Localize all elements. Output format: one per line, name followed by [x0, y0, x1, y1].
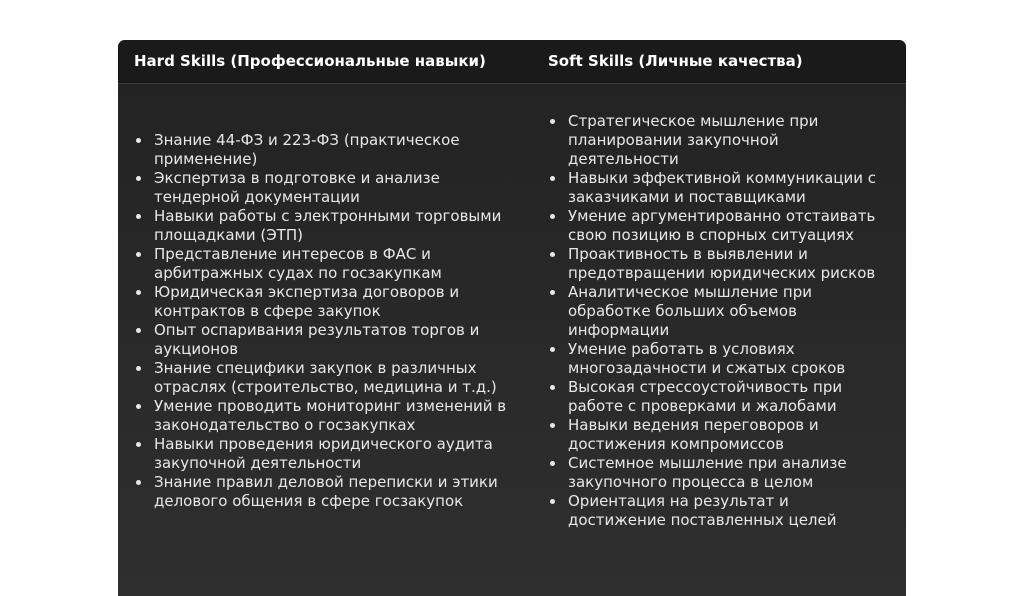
skills-table	[118, 40, 906, 596]
list-item: Навыки проведения юридического аудита закупочной деятельности	[134, 435, 524, 473]
list-item: Знание правил деловой переписки и этики делового общения в сфере госзакупок	[134, 473, 524, 511]
list-item: Знание специфики закупок в различных отраслях (строительство, медицина и т.д.)	[134, 359, 524, 397]
list-item: Высокая стрессоустойчивость при работе с проверками и жалобами	[548, 378, 888, 416]
list-item: Умение проводить мониторинг изменений в законодательство о госзакупках	[134, 397, 524, 435]
list-item: Навыки ведения переговоров и достижения компромиссов	[548, 416, 888, 454]
list-item: Навыки работы с электронными торговыми площадками (ЭТП)	[134, 207, 524, 245]
table-header	[118, 40, 906, 84]
list-item: Проактивность в выявлении и предотвращении юридических рисков	[548, 245, 888, 283]
list-item: Стратегическое мышление при планировании закупочной деятельности	[548, 112, 888, 169]
list-item: Аналитическое мышление при обработке больших объемов информации	[548, 283, 888, 340]
list-item: Умение аргументированно отстаивать свою позицию в спорных ситуациях	[548, 207, 888, 245]
list-item: Ориентация на результат и достижение поставленных целей	[548, 492, 888, 530]
soft-skills-list	[548, 112, 888, 530]
list-item: Юридическая экспертиза договоров и контрактов в сфере закупок	[134, 283, 524, 321]
list-item: Опыт оспаривания результатов торгов и аукционов	[134, 321, 524, 359]
list-item: Представление интересов в ФАС и арбитражных судах по госзакупкам	[134, 245, 524, 283]
list-item: Умение работать в условиях многозадачности и сжатых сроков	[548, 340, 888, 378]
list-item: Навыки эффективной коммуникации с заказчиками и поставщиками	[548, 169, 888, 207]
list-item: Системное мышление при анализе закупочного процесса в целом	[548, 454, 888, 492]
soft-skills-header: Soft Skills (Личные качества)	[548, 52, 803, 70]
list-item: Знание 44-ФЗ и 223-ФЗ (практическое применение)	[134, 131, 524, 169]
list-item: Экспертиза в подготовке и анализе тендерной документации	[134, 169, 524, 207]
hard-skills-list	[134, 131, 524, 511]
hard-skills-header: Hard Skills (Профессиональные навыки)	[134, 52, 486, 70]
